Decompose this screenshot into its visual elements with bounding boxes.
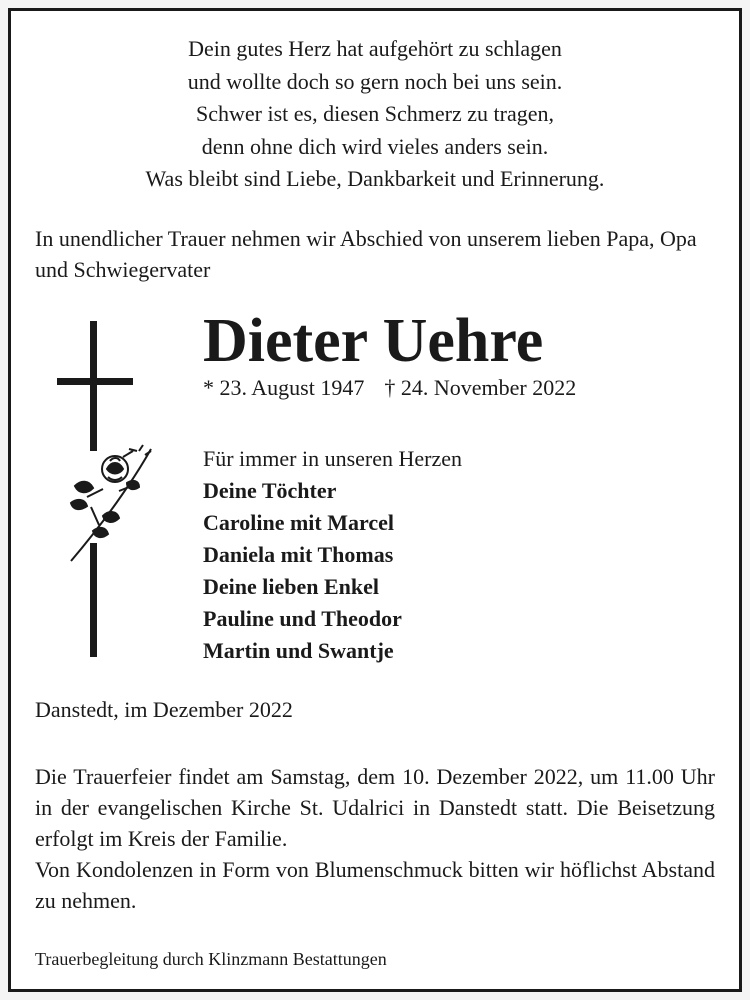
mourner-line: Pauline und Theodor [203, 606, 402, 631]
cross-icon [53, 311, 163, 671]
death-date: † 24. November 2022 [384, 375, 577, 400]
mourners-lead: Für immer in unseren Herzen [203, 446, 463, 471]
mourner-line: Deine lieben Enkel [203, 574, 380, 599]
verse-line: Dein gutes Herz hat aufgehört zu schlagen [188, 36, 562, 61]
life-dates [203, 373, 576, 403]
mourner-line: Martin und Swantje [203, 638, 394, 663]
mourner-line: Deine Töchter [203, 478, 337, 503]
rose-icon [71, 445, 151, 561]
service-paragraph: Die Trauerfeier findet am Samstag, dem 10. Dezember 2022, um 11.00 Uhr in der evangelischen Kirche St. Udalrici in Danstedt statt. Die Beisetzung erfolgt im Kreis der Familie. [35, 764, 715, 851]
condolence-paragraph: Von Kondolenzen in Form von Blumenschmuck bitten wir höflichst Abstand zu nehmen. [35, 857, 715, 913]
mourner-line: Caroline mit Marcel [203, 510, 395, 535]
place-date: Danstedt, im Dezember 2022 [35, 697, 293, 722]
intro-text: In unendlicher Trauer nehmen wir Abschied von unserem lieben Papa, Opa und Schwiegervater [35, 226, 697, 282]
memorial-verse [11, 33, 739, 196]
birth-date: * 23. August 1947 [203, 375, 365, 400]
mourner-line: Daniela mit Thomas [203, 542, 394, 567]
verse-line: Was bleibt sind Liebe, Dankbarkeit und Erinnerung. [145, 166, 605, 191]
mourners-list [203, 443, 462, 667]
obituary-notice [8, 8, 742, 992]
verse-line: Schwer ist es, diesen Schmerz zu tragen, [196, 101, 554, 126]
verse-line: denn ohne dich wird vieles anders sein. [201, 133, 549, 159]
verse-line: und wollte doch so gern noch bei uns sein. [187, 68, 563, 94]
deceased-name: Dieter Uehre [203, 307, 544, 375]
funeral-home-credit: Trauerbegleitung durch Klinzmann Bestattungen [35, 949, 387, 969]
service-info [35, 761, 715, 916]
